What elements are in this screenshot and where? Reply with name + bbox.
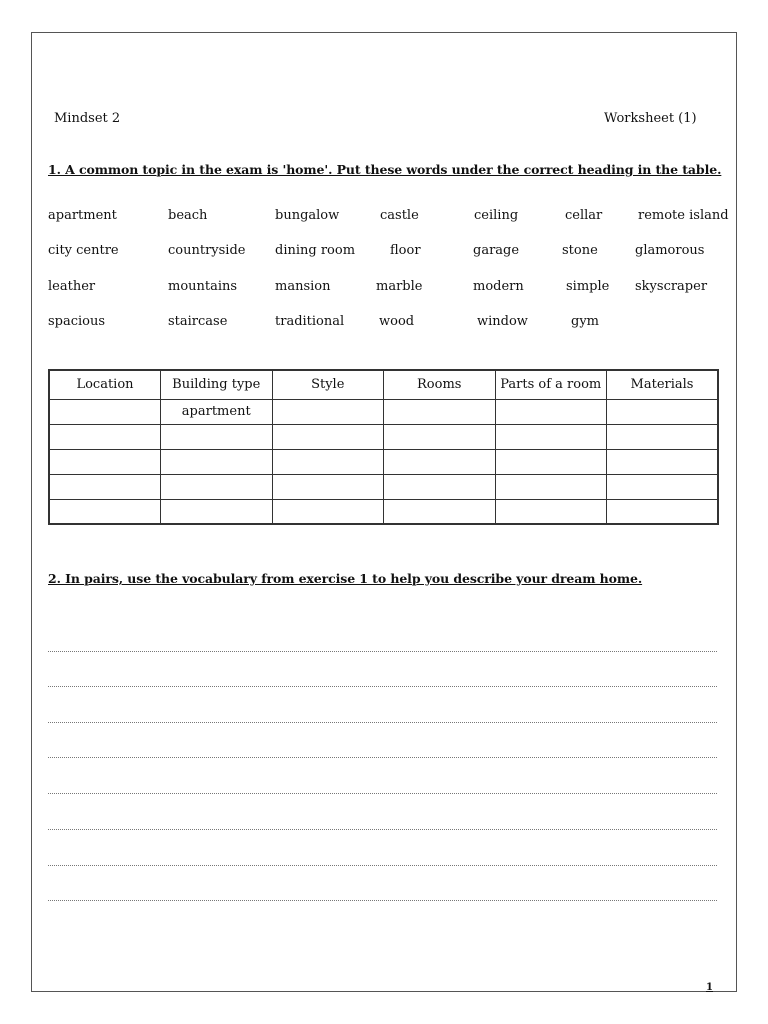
- word-item: cellar: [565, 208, 603, 223]
- table-cell[interactable]: [272, 499, 384, 524]
- word-item: modern: [473, 279, 524, 294]
- word-item: glamorous: [635, 243, 705, 258]
- table-cell[interactable]: [161, 499, 273, 524]
- word-item: remote island: [638, 208, 729, 223]
- course-title: Mindset 2: [54, 111, 121, 126]
- word-item: castle: [380, 208, 419, 223]
- column-header-building-type: Building type: [161, 370, 273, 399]
- table-cell[interactable]: [272, 449, 384, 474]
- word-item: stone: [562, 243, 598, 258]
- table-row: [49, 424, 718, 449]
- exercise-2-instruction: 2. In pairs, use the vocabulary from exercise 1 to help you describe your dream home.: [48, 571, 643, 586]
- word-item: countryside: [168, 243, 246, 258]
- word-item: floor: [390, 243, 421, 258]
- table-cell[interactable]: [49, 399, 161, 424]
- writing-line[interactable]: [48, 793, 717, 794]
- column-header-location: Location: [49, 370, 161, 399]
- table-cell[interactable]: [607, 474, 719, 499]
- word-item: staircase: [168, 314, 228, 329]
- writing-line[interactable]: [48, 757, 717, 758]
- table-cell[interactable]: [49, 499, 161, 524]
- table-header-row: [49, 370, 718, 399]
- table-cell[interactable]: [49, 424, 161, 449]
- table-cell[interactable]: [161, 424, 273, 449]
- word-item: city centre: [48, 243, 119, 258]
- table-cell[interactable]: [272, 474, 384, 499]
- word-item: gym: [571, 314, 599, 329]
- word-item: leather: [48, 279, 96, 294]
- table-row: [49, 499, 718, 524]
- table-cell[interactable]: [384, 449, 496, 474]
- word-item: dining room: [275, 243, 356, 258]
- word-item: marble: [376, 279, 423, 294]
- word-item: beach: [168, 208, 208, 223]
- table-cell[interactable]: [607, 449, 719, 474]
- table-cell[interactable]: [161, 449, 273, 474]
- column-header-rooms: Rooms: [384, 370, 496, 399]
- table-cell[interactable]: [495, 474, 607, 499]
- table-cell[interactable]: [495, 449, 607, 474]
- table-cell[interactable]: [272, 424, 384, 449]
- word-item: bungalow: [275, 208, 340, 223]
- table-row: [49, 399, 718, 424]
- table-cell[interactable]: [49, 474, 161, 499]
- writing-line[interactable]: [48, 900, 717, 901]
- word-item: traditional: [275, 314, 345, 329]
- writing-line[interactable]: [48, 722, 717, 723]
- writing-line[interactable]: [48, 865, 717, 866]
- word-item: simple: [566, 279, 610, 294]
- table-cell[interactable]: [607, 399, 719, 424]
- table-cell[interactable]: [384, 424, 496, 449]
- table-row: [49, 474, 718, 499]
- word-item: mountains: [168, 279, 238, 294]
- exercise-1-instruction: 1. A common topic in the exam is 'home'. Put these words under the correct heading in the table.: [48, 162, 722, 177]
- word-item: garage: [473, 243, 520, 258]
- table-row: [49, 449, 718, 474]
- sorting-table: [48, 369, 719, 525]
- column-header-style: Style: [272, 370, 384, 399]
- word-item: spacious: [48, 314, 106, 329]
- table-cell[interactable]: [607, 499, 719, 524]
- table-cell[interactable]: [607, 424, 719, 449]
- table-cell[interactable]: [272, 399, 384, 424]
- table-cell[interactable]: apartment: [161, 399, 273, 424]
- table-cell[interactable]: [49, 449, 161, 474]
- word-item: mansion: [275, 279, 331, 294]
- table-cell[interactable]: [495, 499, 607, 524]
- writing-line[interactable]: [48, 829, 717, 830]
- table-cell[interactable]: [495, 399, 607, 424]
- column-header-parts-of-a-room: Parts of a room: [495, 370, 607, 399]
- table-cell[interactable]: [161, 474, 273, 499]
- writing-line[interactable]: [48, 686, 717, 687]
- word-item: window: [477, 314, 528, 329]
- page-number: 1: [706, 982, 713, 993]
- table-cell[interactable]: [495, 424, 607, 449]
- writing-line[interactable]: [48, 651, 717, 652]
- worksheet-label: Worksheet (1): [604, 111, 697, 126]
- word-item: apartment: [48, 208, 117, 223]
- word-item: ceiling: [474, 208, 519, 223]
- word-item: skyscraper: [635, 279, 708, 294]
- table-cell[interactable]: [384, 399, 496, 424]
- word-item: wood: [379, 314, 415, 329]
- column-header-materials: Materials: [607, 370, 719, 399]
- table-cell[interactable]: [384, 474, 496, 499]
- table-cell[interactable]: [384, 499, 496, 524]
